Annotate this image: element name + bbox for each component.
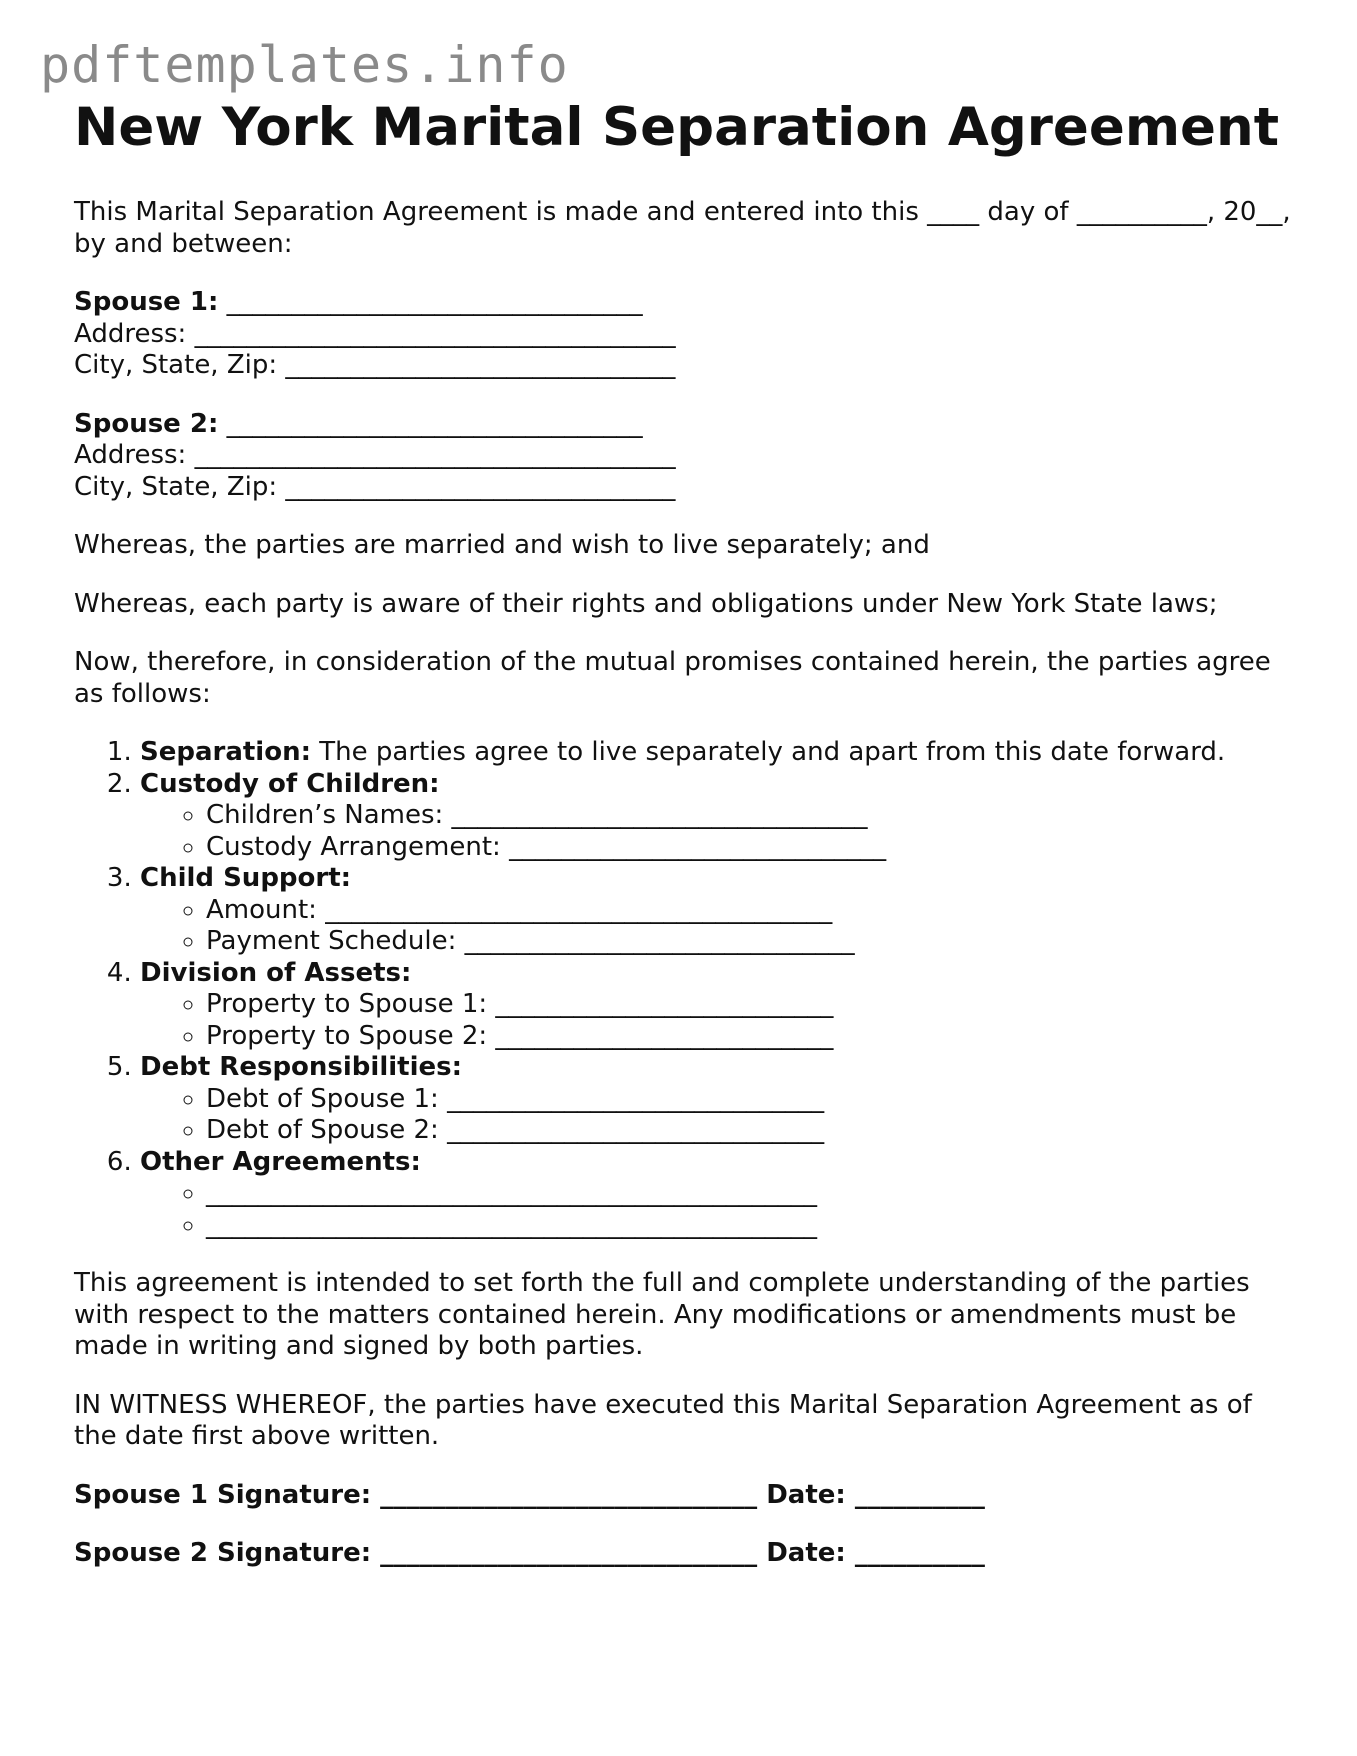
child-support-sublist <box>140 895 1294 958</box>
now-therefore-paragraph: Now, therefore, in consideration of the mutual promises contained herein, the parties agree as follows: <box>74 647 1271 709</box>
payment-schedule-field[interactable]: ◦ Payment Schedule: ______________________________ <box>206 926 1294 958</box>
other-agreement-field-1[interactable]: ◦ _______________________________________________ <box>206 1178 1294 1210</box>
children-names-field[interactable]: ◦ Children’s Names: ________________________________ <box>206 800 1294 832</box>
custody-sublist <box>140 800 1294 863</box>
term-heading: Other Agreements: <box>140 1146 421 1177</box>
spouse1-name-blank[interactable]: ________________________________ <box>226 287 643 317</box>
closing-paragraph: This agreement is intended to set forth the full and complete understanding of the parties with respect to the matters contained herein. Any modifications or amendments must be made in writing and signed by both parties. <box>74 1268 1250 1361</box>
spouse1-city-line[interactable]: City, State, Zip: ______________________________ <box>74 350 676 380</box>
spouse1-address-line[interactable]: Address: _____________________________________ <box>74 318 676 349</box>
property-spouse2-field[interactable]: ◦ Property to Spouse 2: __________________________ <box>206 1021 1294 1053</box>
debt-spouse2-field[interactable]: ◦ Debt of Spouse 2: _____________________________ <box>206 1115 1294 1147</box>
spouse2-city-line[interactable]: City, State, Zip: ______________________________ <box>74 471 676 502</box>
term-separation <box>140 737 1294 769</box>
term-heading: Custody of Children: <box>140 768 440 799</box>
whereas-paragraph-1: Whereas, the parties are married and wish to live separately; and <box>74 530 930 560</box>
spouse1-signature-line[interactable]: Spouse 1 Signature: _____________________________ Date: __________ <box>74 1479 985 1510</box>
debt-sublist <box>140 1084 1294 1147</box>
intro-paragraph: This Marital Separation Agreement is made and entered into this ____ day of __________, 20__, by and between: <box>74 197 1291 259</box>
term-debt-responsibilities <box>140 1052 1294 1147</box>
term-heading: Division of Assets: <box>140 957 412 988</box>
spouse2-address-line[interactable]: Address: _____________________________________ <box>74 440 676 470</box>
witness-paragraph: IN WITNESS WHEREOF, the parties have executed this Marital Separation Agreement as of the date first above written. <box>74 1389 1252 1451</box>
term-division-of-assets <box>140 958 1294 1053</box>
spouse2-block <box>74 409 1294 504</box>
watermark: pdftemplates.info <box>40 36 569 94</box>
other-agreements-sublist <box>140 1178 1294 1241</box>
terms-list <box>74 737 1294 1241</box>
spouse1-label: Spouse 1: <box>74 287 219 317</box>
spouse2-name-line <box>74 409 1294 441</box>
spouse2-name-blank[interactable]: ________________________________ <box>226 408 643 439</box>
term-text: The parties agree to live separately and apart from this date forward. <box>311 737 1226 767</box>
term-other-agreements <box>140 1147 1294 1242</box>
term-custody <box>140 769 1294 864</box>
property-spouse1-field[interactable]: ◦ Property to Spouse 1: __________________________ <box>206 989 1294 1021</box>
term-child-support <box>140 863 1294 958</box>
whereas-paragraph-2: Whereas, each party is aware of their rights and obligations under New York State laws; <box>74 588 1218 619</box>
term-heading: Child Support: <box>140 863 352 893</box>
term-heading: Separation: <box>140 737 311 767</box>
spouse1-name-line <box>74 287 1294 319</box>
spouse2-signature-line[interactable]: Spouse 2 Signature: _____________________________ Date: __________ <box>74 1538 985 1568</box>
spouse2-label: Spouse 2: <box>74 408 219 439</box>
document-title: New York Marital Separation Agreement <box>74 97 1280 158</box>
debt-spouse1-field[interactable]: ◦ Debt of Spouse 1: _____________________________ <box>206 1084 1294 1116</box>
amount-field[interactable]: ◦ Amount: _______________________________________ <box>206 895 1294 927</box>
assets-sublist <box>140 989 1294 1052</box>
custody-arrangement-field[interactable]: ◦ Custody Arrangement: _____________________________ <box>206 832 1294 864</box>
spouse1-block <box>74 287 1294 382</box>
other-agreement-field-2[interactable]: ◦ _______________________________________________ <box>206 1210 1294 1242</box>
term-heading: Debt Responsibilities: <box>140 1052 463 1082</box>
document-body <box>74 96 1294 1570</box>
